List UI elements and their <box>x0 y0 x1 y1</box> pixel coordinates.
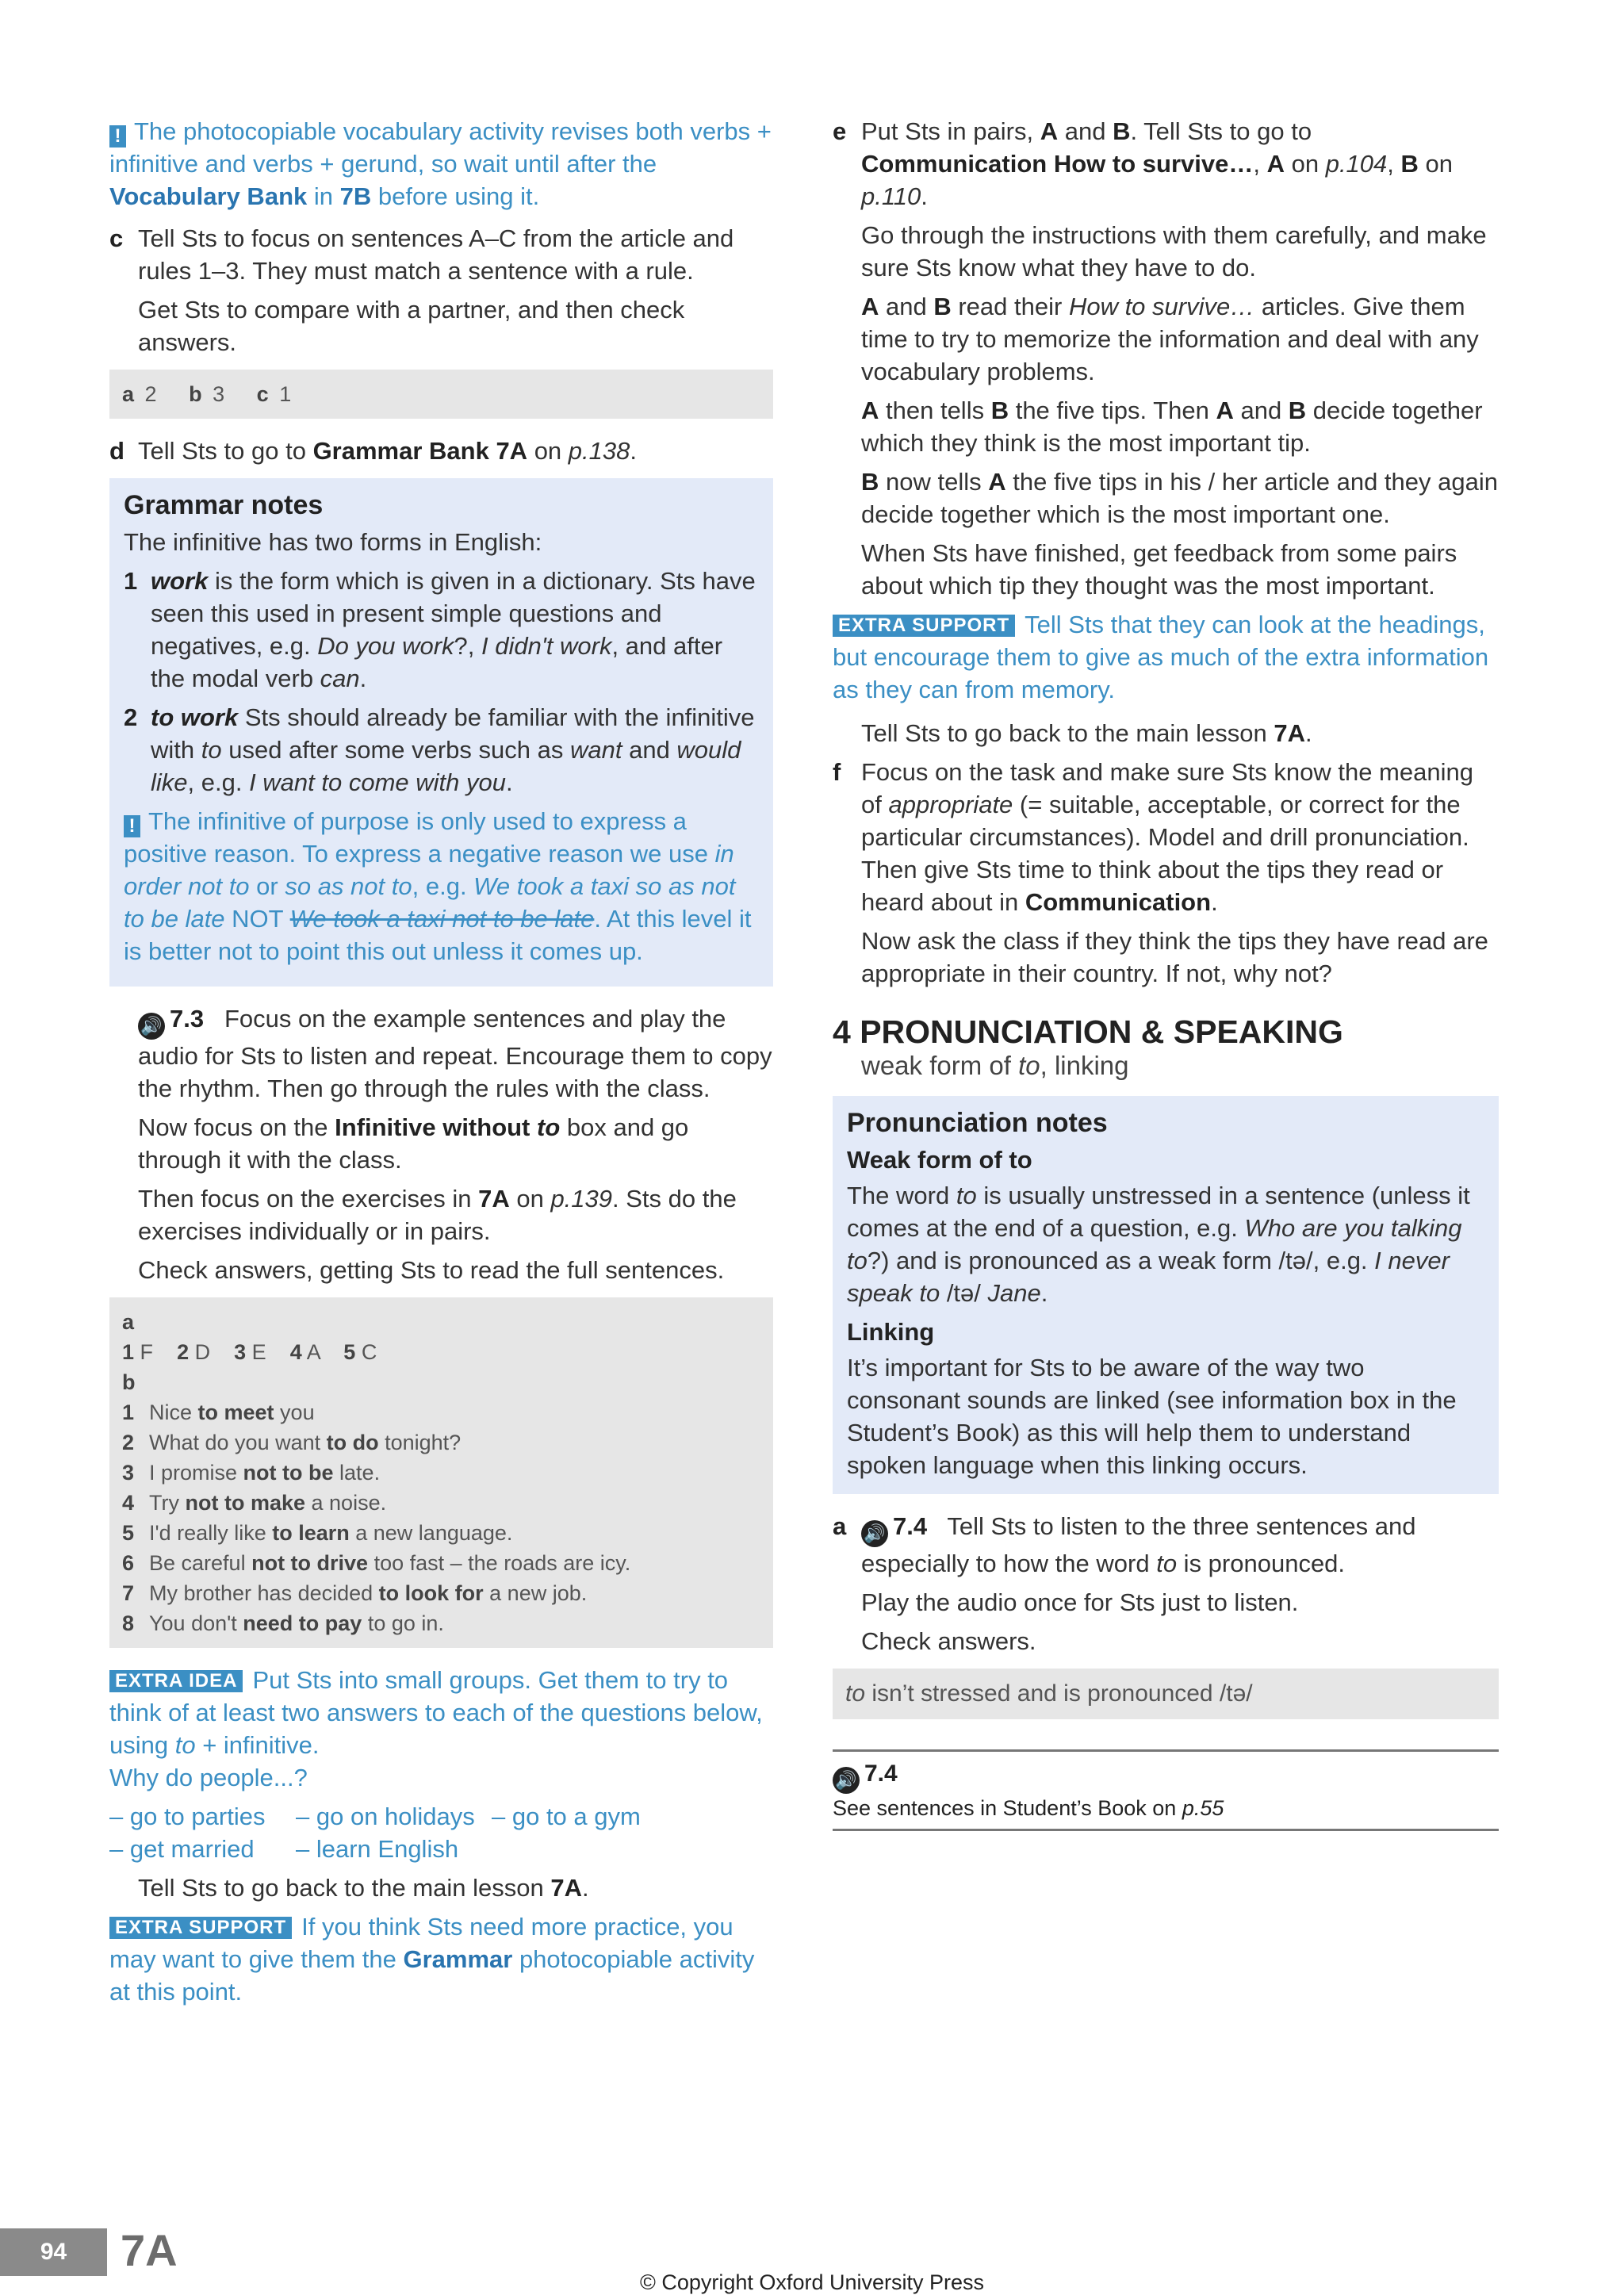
warning-icon: ! <box>109 125 126 148</box>
step-c: c Tell Sts to focus on sentences A–C from the article and rules 1–3. They must match a sentence with a rule. Get Sts to compare with a partner, and then check answers. <box>109 224 734 356</box>
section-subtitle: weak form of to, linking <box>861 1051 1129 1080</box>
left-column: ! The photocopiable vocabulary activity revises both verbs + infinitive and verbs + gerund, so wait until after the Vocabulary Bank in 7B before using it. c Tell Sts to focus on sentences A–C from the article and rules 1–3. They must match a sentence with a rule. Get Sts to compare with a partner, and then check answers. a 2 b 3 c 1 d Tell Sts to go to Grammar Bank 7A on p.138. Grammar notes The infinitive has two forms in English: 1 work is the form which is given in a dictionary. Sts have seen this used in present simple questions and negatives, e.g. Do you work?, I didn't work, and after the modal verb can. 2 to work Sts should already be familiar with the infinitive with to used after some verbs such as want and would like, e.g. I want to come with you. ! The infinitive of purpose is only used to express a positive reason. To express a negative reason we use in order not to or so as not to, e.g. We took a taxi so as not to be late NOT We took a taxi not to be late. At this level it is better not to point this out unless it comes up. 🔊 7.3 Focus on the example sentences and play the audio for Sts to listen and repeat. Encourage them to copy the rhythm. Then go through the rules with the class. Now focus on the Infinitive without to box and go through it with the class. Then focus on the exercises in 7A on p.139. Sts do the exercises individually or in pairs. Check answers, getting Sts to read the full sentences. a 1 F 2 D 3 E 4 A 5 C b 1 Nice to meet you 2 What do you want to do tonight? 3 I promise not to be late. 4 Try not to make a noise. 5 I'd really like to learn a new language. 6 Be careful not to drive too fast – the roads are icy. 7 My brother has decided to look for a new job. 8 You don't need to pay to go in. EXTRA IDEA Put Sts into small groups. Get them to try to think of at least two answers to each of the questions below, using to + infinitive. Why do people...? – go to parties – go on holidays – go to a gym – get married – learn English Tell Sts to go back to the main lesson 7A. EXTRA SUPPORT If you think Sts need more practice, you may want to give them the Grammar photocopiable activity at this point. <box>109 115 773 2014</box>
answer-row-b: 6 Be careful not to drive too fast – the roads are icy. <box>122 1551 631 1575</box>
infinitive-purpose-warning: ! The infinitive of purpose is only used to express a positive reason. To express a negative reason we use in order not to or so as not to, e.g. We took a taxi so as not to be late NOT We took a taxi not to be late. At this level it is better not to point this out unless it comes up. <box>124 807 752 965</box>
audio-script-7-4: 🔊 7.4 See sentences in Student’s Book on p.55 <box>833 1749 1499 1831</box>
activity-list: – go to parties – go on holidays – go to a gym – get married – learn English <box>109 1803 641 1863</box>
warning-icon: ! <box>124 815 140 837</box>
pronunciation-notes-title: Pronunciation notes <box>847 1108 1108 1138</box>
answer-box-c: a 2 b 3 c 1 <box>109 370 773 419</box>
answer-row-b: 7 My brother has decided to look for a new job. <box>122 1581 588 1605</box>
extra-support-note: EXTRA SUPPORT Tell Sts that they can look at the headings, but encourage them to give as much of the extra information as they can from memory. <box>833 611 1489 703</box>
audio-icon[interactable]: 🔊 <box>138 1013 165 1040</box>
audio-7-3-section: 🔊 7.3 Focus on the example sentences and play the audio for Sts to listen and repeat. Encourage them to copy the rhythm. Then go through the rules with the class. Now focus on the Infinitive without to box and go through it with the class. Then focus on the exercises in 7A on p.139. Sts do the exercises individually or in pairs. Check answers, getting Sts to read the full sentences. <box>138 1005 772 1284</box>
answer-row-b: 8 You don't need to pay to go in. <box>122 1611 444 1635</box>
step-d: d Tell Sts to go to Grammar Bank 7A on p.138. <box>109 437 637 465</box>
extra-support-note: EXTRA SUPPORT If you think Sts need more practice, you may want to give them the Grammar photocopiable activity at this point. <box>109 1913 755 2006</box>
audio-icon[interactable]: 🔊 <box>833 1767 860 1794</box>
step-f: f Focus on the task and make sure Sts know the meaning of appropriate (= suitable, acceptable, or correct for the particular circumstances). Model and drill pronunciation. Then give Sts time to think about the tips they read or heard about in Communication. Now ask the class if they think the tips they have read are appropriate in their country. If not, why not? <box>833 758 1488 987</box>
answer-box-7-3: a 1 F 2 D 3 E 4 A 5 C b 1 Nice to meet you 2 What do you want to do tonight? 3 I promise not to be late. 4 Try not to make a noise. 5 I'd really like to learn a new language. 6 Be careful not to drive too fast – the roads are icy. 7 My brother has decided to look for a new job. 8 You don't need to pay to go in. <box>109 1297 773 1648</box>
answer-row-b: 1 Nice to meet you <box>122 1400 315 1424</box>
section-title: 4 PRONUNCIATION & SPEAKING <box>833 1013 1343 1050</box>
photocopiable-warning-note: ! The photocopiable vocabulary activity revises both verbs + infinitive and verbs + gerund, so wait until after the Vocabulary Bank in 7B before using it. <box>109 117 772 210</box>
answer-row-a: 1 F 2 D 3 E 4 A 5 C <box>122 1340 377 1364</box>
grammar-note-2: 2 to work Sts should already be familiar with the infinitive with to used after some verbs such as want and would like, e.g. I want to come with you. <box>124 703 755 796</box>
audio-icon[interactable]: 🔊 <box>861 1520 888 1547</box>
extra-idea-note: EXTRA IDEA Put Sts into small groups. Get them to try to think of at least two answers to each of the questions below, using to + infinitive. Why do people...? <box>109 1666 763 1791</box>
step-e: e Put Sts in pairs, A and B. Tell Sts to go to Communication How to survive…, A on p.104, B on p.110. Go through the instructions with them carefully, and make sure Sts know what they have to do. A and B read their How to survive… articles. Give them time to try to memorize the information and deal with any vocabulary problems. A then tells B the five tips. Then A and B decide together which they think is the most important tip. B now tells A the five tips in his / her article and they again decide together which is the most important one. When Sts have finished, get feedback from some pairs about which tip they thought was the most important. <box>833 117 1498 600</box>
unit-label: 7A <box>121 2225 178 2275</box>
grammar-notes-box: Grammar notes The infinitive has two forms in English: 1 work is the form which is given in a dictionary. Sts have seen this used in present simple questions and negatives, e.g. Do you work?, I didn't work, and after the modal verb can. 2 to work Sts should already be familiar with the infinitive with to used after some verbs such as want and would like, e.g. I want to come with you. ! The infinitive of purpose is only used to express a positive reason. To express a negative reason we use in order not to or so as not to, e.g. We took a taxi so as not to be late NOT We took a taxi not to be late. At this level it is better not to point this out unless it comes up. <box>109 478 773 987</box>
page-number: 94 <box>0 2228 107 2276</box>
answer-row-b: 3 I promise not to be late. <box>122 1461 381 1485</box>
answer-row-b: 2 What do you want to do tonight? <box>122 1431 462 1454</box>
answer-box-7-4: to isn’t stressed and is pronounced /tə/ <box>833 1669 1499 1719</box>
copyright-notice: © Copyright Oxford University Press <box>639 2270 985 2294</box>
answer-row-b: 5 I'd really like to learn a new language. <box>122 1521 513 1545</box>
right-column: e Put Sts in pairs, A and B. Tell Sts to go to Communication How to survive…, A on p.104, B on p.110. Go through the instructions with them carefully, and make sure Sts know what they have to do. A and B read their How to survive… articles. Give them time to try to memorize the information and deal with any vocabulary problems. A then tells B the five tips. Then A and B decide together which they think is the most important tip. B now tells A the five tips in his / her article and they again decide together which is the most important one. When Sts have finished, get feedback from some pairs about which tip they thought was the most important. EXTRA SUPPORT Tell Sts that they can look at the headings, but encourage them to give as much of the extra information as they can from memory. Tell Sts to go back to the main lesson 7A. f Focus on the task and make sure Sts know the meaning of appropriate (= suitable, acceptable, or correct for the particular circumstances). Model and drill pronunciation. Then give Sts time to think about the tips they read or heard about in Communication. Now ask the class if they think the tips they have read are appropriate in their country. If not, why not? 4 PRONUNCIATION & SPEAKING weak form of to, linking Pronunciation notes Weak form of to The word to is usually unstressed in a sentence (unless it comes at the end of a question, e.g. Who are you talking to?) and is pronounced as a weak form /tə/, e.g. I never speak to /tə/ Jane. Linking It’s important for Sts to be aware of the way two consonant sounds are linked (see information box in the Student’s Book) as this will help them to understand spoken language when this linking occurs. a 🔊 7.4 Tell Sts to listen to the three sentences and especially to how the word to is pronounced. Play the audio once for Sts just to listen. Check answers. to isn’t stressed and is pronounced /tə/ 🔊 7.4 See sentences in Student’s Book on p.55 <box>833 115 1499 1831</box>
grammar-notes-title: Grammar notes <box>124 490 324 520</box>
extra-idea-tag: EXTRA IDEA <box>109 1670 243 1692</box>
pronunciation-notes-box: Pronunciation notes Weak form of to The word to is usually unstressed in a sentence (unless it comes at the end of a question, e.g. Who are you talking to?) and is pronounced as a weak form /tə/, e.g. I never speak to /tə/ Jane. Linking It’s important for Sts to be aware of the way two consonant sounds are linked (see information box in the Student’s Book) as this will help them to understand spoken language when this linking occurs. <box>833 1096 1499 1494</box>
extra-support-tag: EXTRA SUPPORT <box>833 615 1015 637</box>
grammar-note-1: 1 work is the form which is given in a dictionary. Sts have seen this used in present simple questions and negatives, e.g. Do you work?, I didn't work, and after the modal verb can. <box>124 567 756 692</box>
step-a-pronunciation: a 🔊 7.4 Tell Sts to listen to the three sentences and especially to how the word to is pronounced. Play the audio once for Sts just to listen. Check answers. <box>833 1512 1416 1655</box>
answer-row-b: 4 Try not to make a noise. <box>122 1491 387 1515</box>
extra-support-tag: EXTRA SUPPORT <box>109 1917 292 1939</box>
